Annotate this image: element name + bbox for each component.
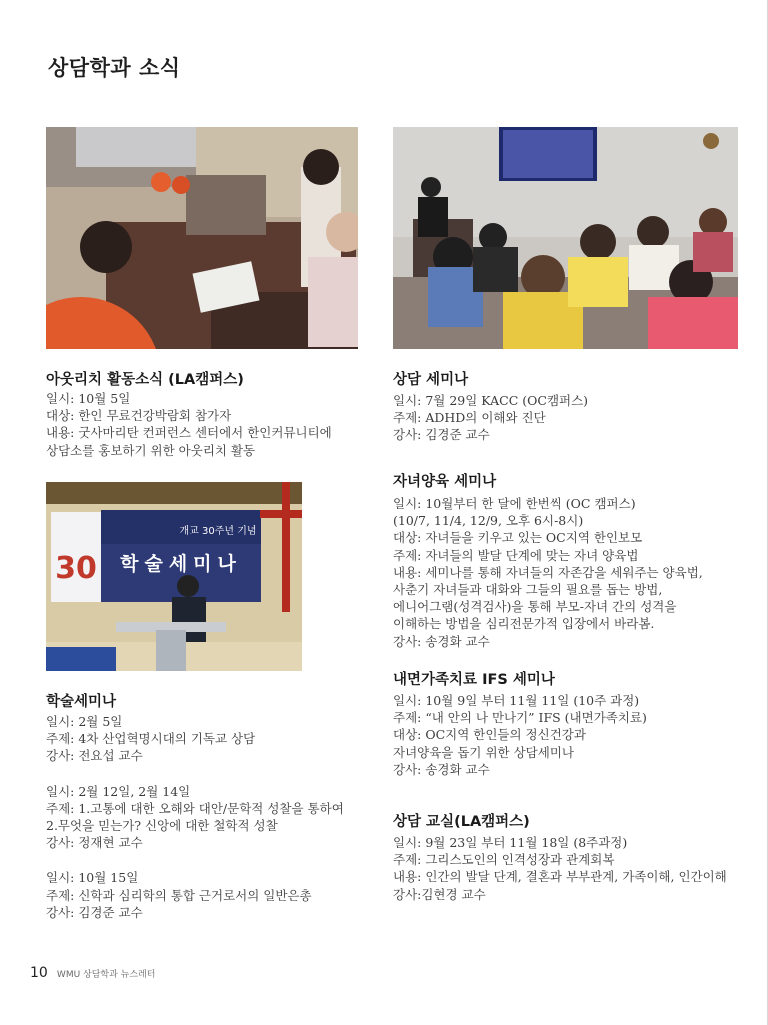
academic-line: 2.무엇을 믿는가? 신앙에 대한 철학적 성찰: [46, 818, 278, 834]
academic-line: 주제: 4차 산업혁명시대의 기독교 상담: [46, 731, 256, 747]
academic-title: 학술세미나: [46, 694, 117, 710]
academic-line: 일시: 2월 5일: [46, 714, 123, 729]
page-title: 상담학과 소식: [48, 56, 181, 80]
outreach-line: 내용: 굿사마리탄 컨퍼런스 센터에서 한인커뮤니티에: [46, 425, 332, 441]
counseling-seminar-line: 일시: 7월 29일 KACC (OC캠퍼스): [393, 393, 589, 408]
academic-seminar-photo: [46, 482, 302, 671]
banner-subtitle: 개교 30주년 기념: [179, 526, 257, 537]
outreach-line: 일시: 10월 5일: [46, 391, 131, 406]
ifs-line: 강사: 송경화 교수: [393, 761, 490, 777]
counseling-seminar-photo: [393, 127, 738, 349]
parenting-line: 대상: 자녀들을 키우고 있는 OC지역 한인보모: [393, 530, 643, 546]
classroom-body: [393, 834, 753, 903]
ifs-line: 자녀양육을 돕기 위한 상담세미나: [393, 744, 574, 760]
academic-line: 주제: 1.고통에 대한 오해와 대안/문학적 성찰을 통하여: [46, 800, 344, 816]
academic-line: 강사: 김경준 교수: [46, 904, 143, 920]
academic-line: 강사: 전요섭 교수: [46, 748, 143, 764]
banner-title: 학술세미나: [120, 553, 242, 575]
parenting-title: 자녀양육 세미나: [393, 474, 497, 490]
ifs-line: 대상: OC지역 한인들의 정신건강과: [393, 727, 586, 743]
ifs-line: 일시: 10월 9일 부터 11월 11일 (10주 과정): [393, 693, 640, 708]
counseling-seminar-body: [393, 392, 743, 444]
parenting-body: [393, 495, 748, 650]
ifs-line: 주제: “내 안의 나 만나기” IFS (내면가족치료): [393, 710, 647, 726]
parenting-line: (10/7, 11/4, 12/9, 오후 6시-8시): [393, 513, 584, 529]
footer-text: WMU 상담학과 뉴스레터: [56, 970, 156, 980]
parenting-line: 일시: 10월부터 한 달에 한번씩 (OC 캠퍼스): [393, 496, 636, 511]
ifs-body: [393, 692, 748, 778]
academic-line: 주제: 신학과 심리학의 통합 근거로서의 일반은총: [46, 887, 312, 903]
outreach-body: [46, 390, 366, 459]
page-footer: [30, 962, 155, 981]
classroom-line: 내용: 인간의 발달 단계, 결혼과 부부관계, 가족이해, 인간이해: [393, 869, 727, 885]
parenting-line: 강사: 송경화 교수: [393, 633, 490, 649]
classroom-title: 상담 교실(LA캠퍼스): [393, 814, 530, 830]
academic-line: 일시: 2월 12일, 2월 14일: [46, 783, 191, 799]
outreach-title: 아웃리치 활동소식 (LA캠퍼스): [46, 372, 244, 388]
parenting-line: 사춘기 자녀들과 대화와 그들의 필요를 돕는 방법,: [393, 582, 663, 598]
outreach-line: 대상: 한인 무료건강박람회 참가자: [46, 408, 232, 424]
outreach-line: 상담소를 홍보하기 위한 아웃리치 활동: [46, 442, 256, 458]
classroom-line: 강사:김현경 교수: [393, 886, 486, 902]
ifs-title: 내면가족치료 IFS 세미나: [393, 672, 555, 688]
counseling-seminar-line: 주제: ADHD의 이해와 진단: [393, 410, 546, 426]
page-number: 10: [30, 965, 48, 981]
counseling-seminar-title: 상담 세미나: [393, 372, 469, 388]
classroom-line: 주제: 그리스도인의 인격성장과 관계회복: [393, 852, 615, 868]
counseling-seminar-line: 강사: 김경준 교수: [393, 427, 490, 443]
parenting-line: 에니어그램(성격검사)을 통해 부모-자녀 간의 성격을: [393, 599, 677, 615]
academic-line: 일시: 10월 15일: [46, 870, 139, 886]
academic-body: [46, 713, 376, 921]
academic-line: 강사: 정재현 교수: [46, 835, 143, 851]
banner-logo: 30: [55, 551, 97, 586]
outreach-photo: [46, 127, 358, 349]
parenting-line: 내용: 세미나를 통해 자녀들의 자존감을 세워주는 양육법,: [393, 564, 703, 580]
parenting-line: 주제: 자녀들의 발달 단계에 맞는 자녀 양육법: [393, 547, 639, 563]
classroom-line: 일시: 9월 23일 부터 11월 18일 (8주과정): [393, 835, 628, 850]
parenting-line: 이해하는 방법을 심리전문가적 입장에서 바라봄.: [393, 616, 655, 632]
